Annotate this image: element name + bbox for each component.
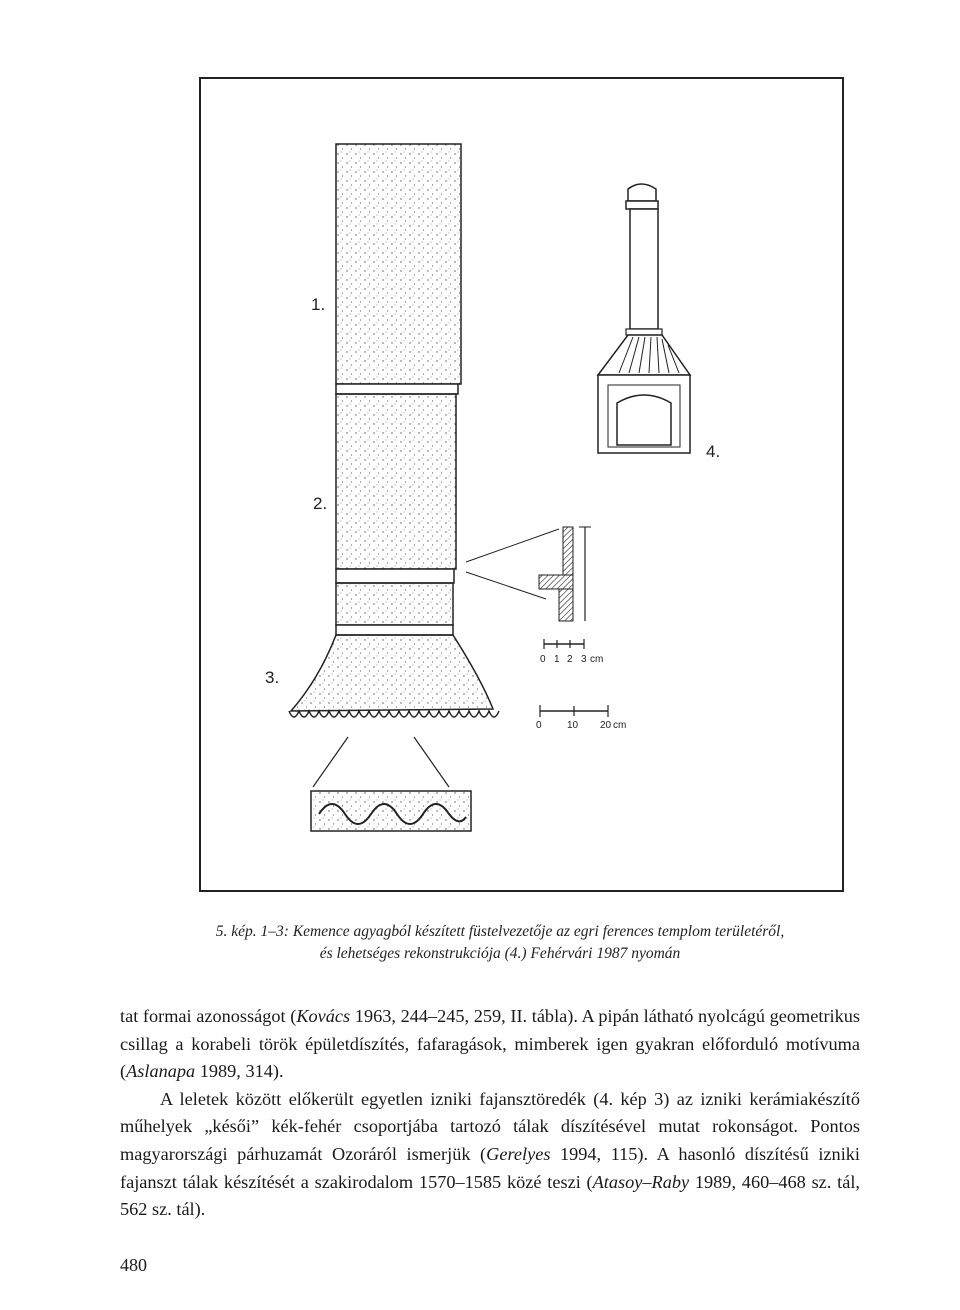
scale-bar-large — [540, 705, 608, 717]
fragment-detail — [311, 737, 471, 831]
paragraph-1 — [120, 1003, 860, 1086]
scale-large-unit: cm — [613, 720, 627, 731]
caption-text-1: 1–3: Kemence agyagból készített füstelvezetője az egri ferences templom területéről, — [260, 923, 785, 940]
text-run: 1994, 115). A hasonló díszítésű izniki fajanszt tálak készítését a szakirodalom 1570–1585 közé teszi ( — [120, 1143, 860, 1192]
figure-label-3: 3. — [265, 668, 280, 687]
figure-caption — [180, 921, 820, 965]
text-run: 1963, 244–245, 259, II. tábla). A pipán látható nyolcágú geometrikus csillag a korabeli török épületdíszítés, fafaragások, mimberek igen gyakran előforduló motívuma ( — [120, 1006, 861, 1082]
scale-bar-small — [544, 639, 584, 649]
figure-label-1: 1. — [311, 295, 326, 314]
text-run: 1989, 460–468 sz. tál, 562 sz. tál). — [120, 1171, 860, 1220]
citation-author: Kovács — [296, 1006, 351, 1026]
caption-prefix: 5. kép. — [215, 923, 261, 940]
text-run: 1989, 314). — [195, 1061, 284, 1082]
stove-reconstruction — [598, 184, 690, 453]
caption-line-2: és lehetséges rekonstrukciója (4.) Fehérvári 1987 nyomán — [319, 945, 681, 962]
caption-line-1 — [180, 921, 820, 943]
citation-author: Aslanapa — [126, 1061, 196, 1082]
figure-label-2: 2. — [313, 494, 328, 513]
paragraph-2 — [120, 1086, 860, 1224]
scale-small-tick-3: 3 — [581, 654, 587, 665]
body-text — [120, 1003, 860, 1224]
scale-small-tick-2: 2 — [567, 654, 573, 665]
scale-large-tick-0: 0 — [536, 720, 542, 731]
scale-small-unit: cm — [590, 654, 604, 665]
scale-small-tick-1: 1 — [554, 654, 560, 665]
scale-small-tick-0: 0 — [540, 654, 546, 665]
text-run: A leletek között előkerült egyetlen izniki fajansztöredék (4. kép 3) az izniki kerámiakészítő műhelyek „késői” kék-fehér csoportjába tartozó tálak díszítésével mutat rokonságot. Pontos magyarországi párhuzamát Ozoráról ismerjük ( — [120, 1088, 860, 1164]
chimney-pipe — [289, 144, 499, 717]
scale-large-tick-10: 10 — [567, 720, 579, 731]
chimney-drawing — [201, 79, 846, 894]
citation-author: Atasoy–Raby — [592, 1171, 690, 1192]
citation-author: Gerelyes — [486, 1143, 551, 1164]
profile-section — [466, 527, 591, 621]
figure-frame — [199, 77, 844, 892]
scale-large-tick-20: 20 — [600, 720, 612, 731]
text-run: tat formai azonosságot ( — [120, 1006, 297, 1026]
figure-label-4: 4. — [706, 442, 721, 461]
page-number: 480 — [120, 1255, 147, 1275]
